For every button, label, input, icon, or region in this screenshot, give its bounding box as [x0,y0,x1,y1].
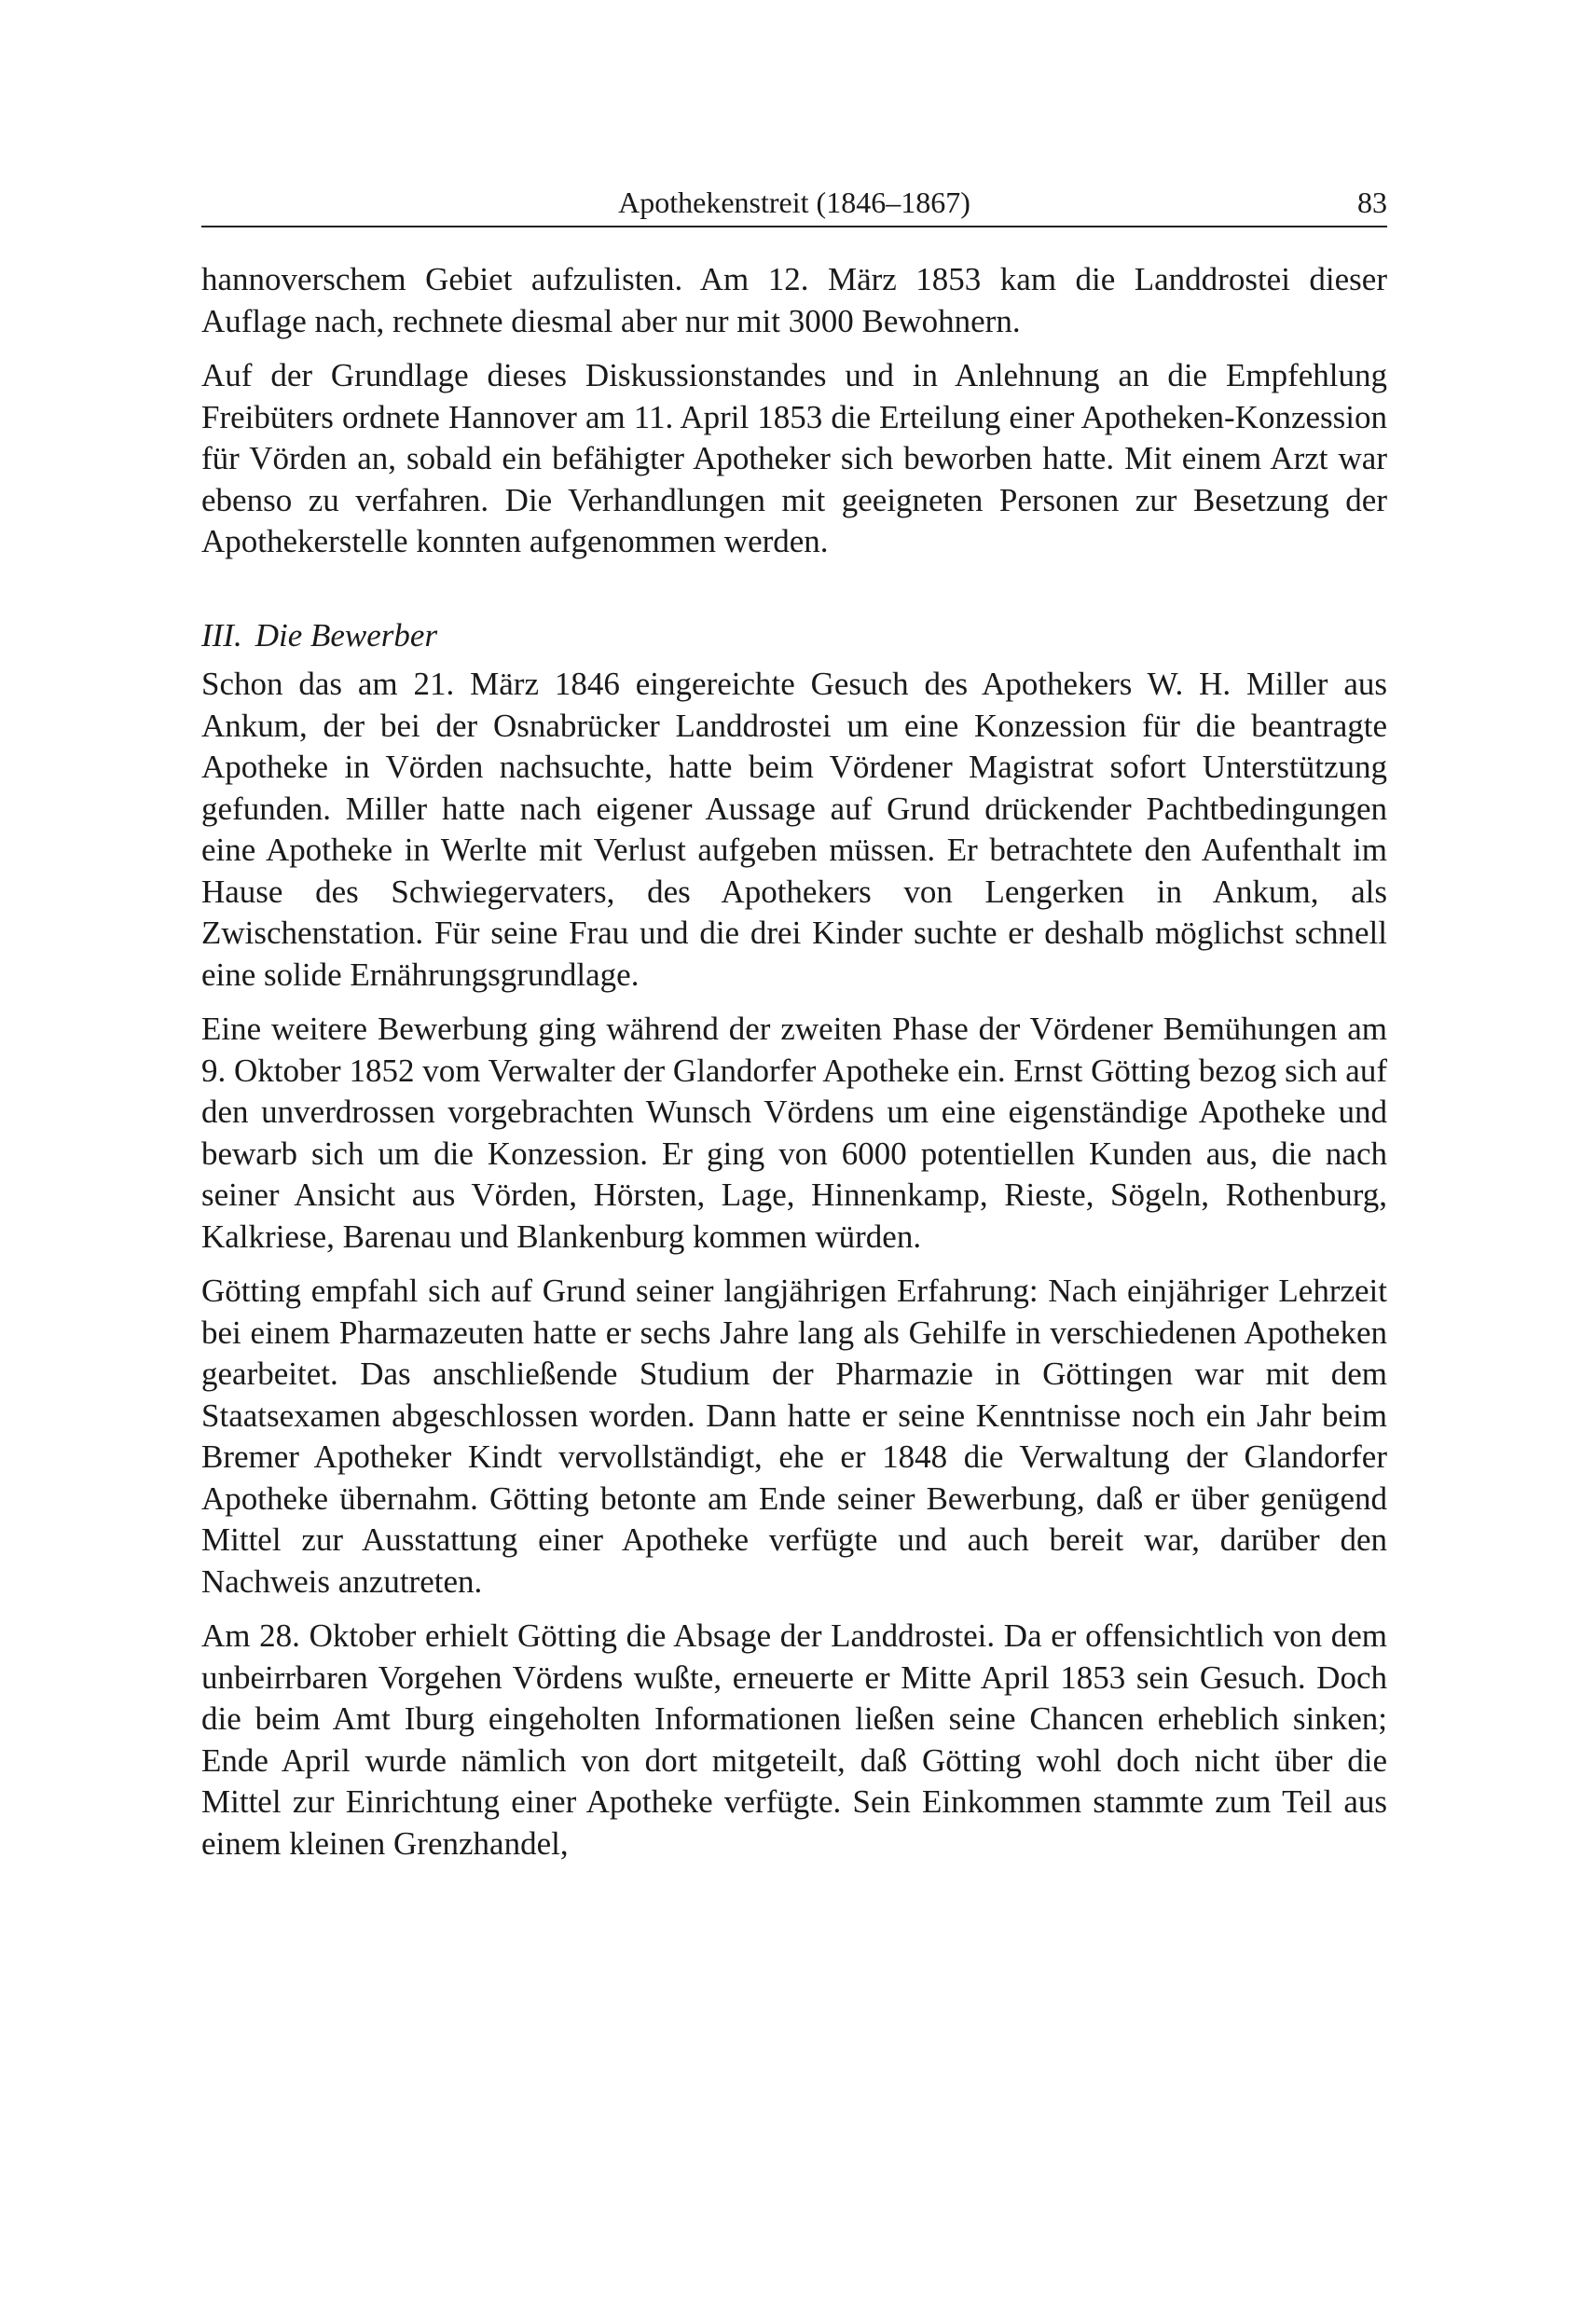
paragraph: Auf der Grundlage dieses Diskussionstandes und in Anlehnung an die Empfehlung Freibüters ordnete Hannover am 11. April 1853 die Erteilung einer Apotheken-Konzession für Vörden an, sobald ein befähigter Apotheker sich beworben hatte. Mit einem Arzt war ebenso zu verfahren. Die Verhandlungen mit geeigneten Personen zur Besetzung der Apothekerstelle konnten aufgenommen werden. [201,357,1387,559]
section-title: Die Bewerber [255,616,438,654]
section-number: III. [201,616,242,654]
paragraph: Schon das am 21. März 1846 eingereichte Gesuch des Apothekers W. H. Miller aus Ankum, der bei der Osnabrücker Landdrostei um eine Konzession für die beantragte Apotheke in Vörden nachsuchte, hatte beim Vördener Magistrat sofort Unterstützung gefunden. Miller hatte nach eigener Aussage auf Grund drückender Pachtbedingungen eine Apotheke in Werlte mit Verlust aufgeben müssen. Er betrachtete den Aufenthalt im Hause des Schwiegervaters, des Apothekers von Lengerken in Ankum, als Zwischenstation. Für seine Frau und die drei Kinder suchte er deshalb möglichst schnell eine solide Ernährungsgrundlage. [201,666,1387,993]
body-text [201,259,1387,1878]
paragraph: Am 28. Oktober erhielt Götting die Absage der Landdrostei. Da er offensichtlich von dem unbeirrbaren Vorgehen Vördens wußte, erneuerte er Mitte April 1853 sein Gesuch. Doch die beim Amt Iburg eingeholten Informationen ließen seine Chancen erheblich sinken; Ende April wurde nämlich von dort mitgeteilt, daß Götting wohl doch nicht über die Mittel zur Einrichtung einer Apotheke verfügte. Sein Einkommen stammte zum Teil aus einem kleinen Grenzhandel, [201,1617,1387,1862]
page-number: 83 [1357,186,1387,219]
running-title: Apothekenstreit (1846–1867) [618,186,970,219]
paragraph: hannoverschem Gebiet aufzulisten. Am 12. März 1853 kam die Landdrostei dieser Auflage nach, rechnete diesmal aber nur mit 3000 Bewohnern. [201,261,1387,339]
paragraph: Eine weitere Bewerbung ging während der zweiten Phase der Vördener Bemühungen am 9. Oktober 1852 vom Verwalter der Glandorfer Apotheke ein. Ernst Götting bezog sich auf den unverdrossen vorgebrachten Wunsch Vördens um eine eigenständige Apotheke und bewarb sich um die Konzession. Er ging von 6000 potentiellen Kunden aus, die nach seiner Ansicht aus Vörden, Hörsten, Lage, Hinnenkamp, Rieste, Sögeln, Rothenburg, Kalkriese, Barenau und Blankenburg kommen würden. [201,1011,1387,1255]
running-head [201,179,1387,227]
section-heading [201,615,1387,657]
paragraph: Götting empfahl sich auf Grund seiner langjährigen Erfahrung: Nach einjähriger Lehrzeit bei einem Pharmazeuten hatte er sechs Jahre lang als Gehilfe in verschiedenen Apotheken gearbeitet. Das anschließende Studium der Pharmazie in Göttingen war mit dem Staatsexamen abgeschlossen worden. Dann hatte er seine Kenntnisse noch ein Jahr beim Bremer Apotheker Kindt vervollständigt, ehe er 1848 die Verwaltung der Glandorfer Apotheke übernahm. Götting betonte am Ende seiner Bewerbung, daß er über genügend Mittel zur Ausstattung einer Apotheke verfügte und auch bereit war, darüber den Nachweis anzutreten. [201,1273,1387,1600]
